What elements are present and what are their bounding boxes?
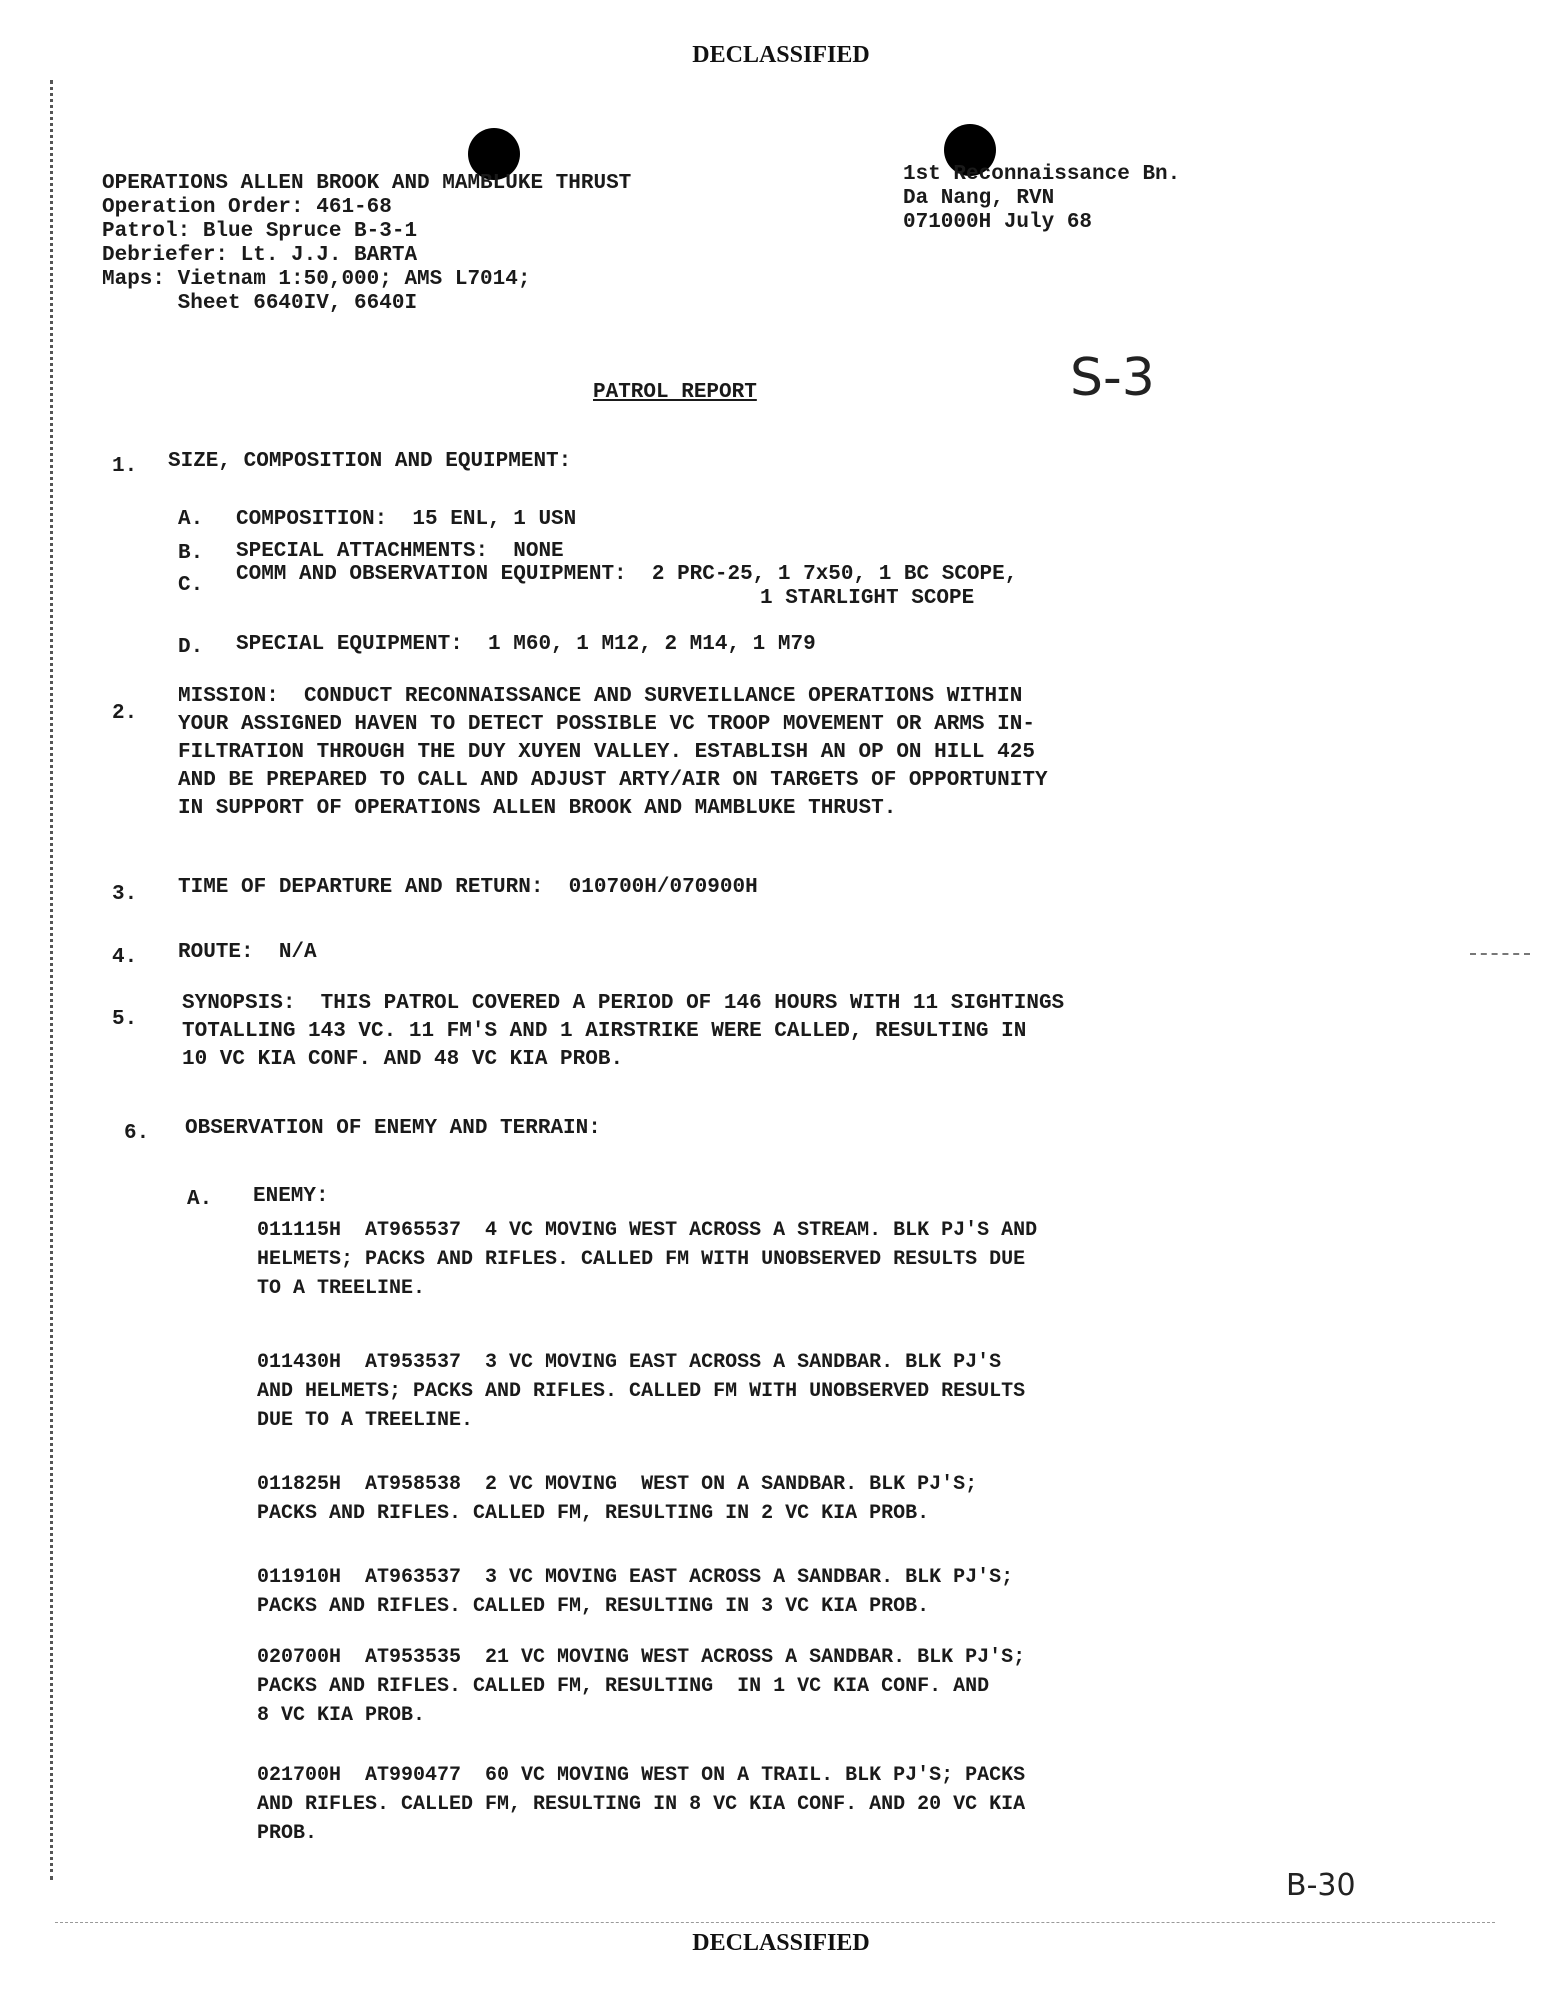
sighting-line: 011115H AT965537 4 VC MOVING WEST ACROSS A STREAM. BLK PJ'S AND	[257, 1219, 1038, 1242]
header-left	[102, 172, 631, 316]
section-1-number: 1.	[112, 455, 138, 478]
section-3-text: TIME OF DEPARTURE AND RETURN: 010700H/070900H	[178, 876, 758, 899]
item-1b-label: B.	[178, 542, 204, 565]
sighting-line: AND HELMETS; PACKS AND RIFLES. CALLED FM WITH UNOBSERVED RESULTS	[257, 1380, 1026, 1403]
item-1b-text: SPECIAL ATTACHMENTS: NONE	[236, 540, 564, 563]
report-title: PATROL REPORT	[593, 381, 757, 404]
sighting-line: PACKS AND RIFLES. CALLED FM, RESULTING IN 2 VC KIA PROB.	[257, 1502, 930, 1525]
sighting-line: 011825H AT958538 2 VC MOVING WEST ON A SANDBAR. BLK PJ'S;	[257, 1473, 978, 1496]
section-5-number: 5.	[112, 1008, 138, 1031]
sighting-entry	[257, 1563, 1317, 1621]
header-maps: Maps: Vietnam 1:50,000; AMS L7014;	[102, 268, 531, 291]
item-1c-label: C.	[178, 574, 204, 597]
item-1d-label: D.	[178, 636, 204, 659]
mission-line: FILTRATION THROUGH THE DUY XUYEN VALLEY. ESTABLISH AN OP ON HILL 425	[178, 741, 1035, 764]
section-6a-heading: ENEMY:	[253, 1185, 329, 1208]
header-date: 071000H July 68	[903, 211, 1093, 234]
sighting-line: DUE TO A TREELINE.	[257, 1409, 474, 1432]
sighting-entry	[257, 1216, 1317, 1303]
handwritten-s3: S-3	[1070, 348, 1155, 408]
item-1c-text: COMM AND OBSERVATION EQUIPMENT: 2 PRC-25, 1 7x50, 1 BC SCOPE,	[236, 563, 1018, 586]
section-6-number: 6.	[124, 1122, 150, 1145]
sighting-line: TO A TREELINE.	[257, 1277, 426, 1300]
item-1a-text: COMPOSITION: 15 ENL, 1 USN	[236, 508, 577, 531]
header-right	[903, 163, 1180, 235]
sighting-line: AND RIFLES. CALLED FM, RESULTING IN 8 VC KIA CONF. AND 20 VC KIA	[257, 1793, 1026, 1816]
header-sheet: Sheet 6640IV, 6640I	[102, 292, 418, 315]
declassified-stamp-bottom: DECLASSIFIED	[692, 1930, 870, 1956]
sighting-line: PROB.	[257, 1822, 318, 1845]
sighting-line: PACKS AND RIFLES. CALLED FM, RESULTING IN 1 VC KIA CONF. AND	[257, 1675, 990, 1698]
section-4-number: 4.	[112, 946, 138, 969]
sighting-line: 011910H AT963537 3 VC MOVING EAST ACROSS A SANDBAR. BLK PJ'S;	[257, 1566, 1014, 1589]
sighting-line: 020700H AT953535 21 VC MOVING WEST ACROSS A SANDBAR. BLK PJ'S;	[257, 1646, 1026, 1669]
sighting-line: PACKS AND RIFLES. CALLED FM, RESULTING IN 3 VC KIA PROB.	[257, 1595, 930, 1618]
binding-edge	[50, 80, 63, 1880]
header-location: Da Nang, RVN	[903, 187, 1055, 210]
declassified-stamp-top: DECLASSIFIED	[692, 42, 870, 68]
header-unit: 1st Reconnaissance Bn.	[903, 163, 1181, 186]
sighting-entry	[257, 1348, 1317, 1435]
section-2-number: 2.	[112, 702, 138, 725]
section-6-heading: OBSERVATION OF ENEMY AND TERRAIN:	[185, 1117, 601, 1140]
section-3-number: 3.	[112, 883, 138, 906]
sighting-entry	[257, 1643, 1317, 1730]
synopsis-line: TOTALLING 143 VC. 11 FM'S AND 1 AIRSTRIKE WERE CALLED, RESULTING IN	[182, 1020, 1027, 1043]
mission-line: YOUR ASSIGNED HAVEN TO DETECT POSSIBLE VC TROOP MOVEMENT OR ARMS IN-	[178, 713, 1035, 736]
edge-mark	[1470, 953, 1530, 957]
section-2-mission	[178, 683, 1318, 823]
handwritten-page-number: B-30	[1286, 1868, 1356, 1903]
sighting-line: 011430H AT953537 3 VC MOVING EAST ACROSS A SANDBAR. BLK PJ'S	[257, 1351, 1002, 1374]
sighting-line: 8 VC KIA PROB.	[257, 1704, 426, 1727]
header-operation-title: OPERATIONS ALLEN BROOK AND MAMBLUKE THRUST	[102, 172, 632, 195]
item-1a-label: A.	[178, 508, 204, 531]
header-patrol: Patrol: Blue Spruce B-3-1	[102, 220, 418, 243]
header-operation-order: Operation Order: 461-68	[102, 196, 392, 219]
mission-line: AND BE PREPARED TO CALL AND ADJUST ARTY/AIR ON TARGETS OF OPPORTUNITY	[178, 769, 1048, 792]
sighting-line: 021700H AT990477 60 VC MOVING WEST ON A TRAIL. BLK PJ'S; PACKS	[257, 1764, 1026, 1787]
sighting-entry	[257, 1761, 1317, 1848]
item-1d-text: SPECIAL EQUIPMENT: 1 M60, 1 M12, 2 M14, 1 M79	[236, 633, 816, 656]
section-4-text: ROUTE: N/A	[178, 941, 317, 964]
sighting-line: HELMETS; PACKS AND RIFLES. CALLED FM WITH UNOBSERVED RESULTS DUE	[257, 1248, 1026, 1271]
header-debriefer: Debriefer: Lt. J.J. BARTA	[102, 244, 418, 267]
section-1-heading: SIZE, COMPOSITION AND EQUIPMENT:	[168, 450, 572, 473]
item-1c-continuation: 1 STARLIGHT SCOPE	[760, 587, 975, 610]
section-6a-label: A.	[187, 1188, 213, 1211]
sighting-entry	[257, 1470, 1317, 1528]
bottom-rule	[55, 1922, 1495, 1925]
synopsis-line: SYNOPSIS: THIS PATROL COVERED A PERIOD OF 146 HOURS WITH 11 SIGHTINGS	[182, 992, 1065, 1015]
mission-line: MISSION: CONDUCT RECONNAISSANCE AND SURVEILLANCE OPERATIONS WITHIN	[178, 685, 1023, 708]
section-5-synopsis	[182, 990, 1322, 1074]
mission-line: IN SUPPORT OF OPERATIONS ALLEN BROOK AND MAMBLUKE THRUST.	[178, 797, 897, 820]
synopsis-line: 10 VC KIA CONF. AND 48 VC KIA PROB.	[182, 1048, 624, 1071]
